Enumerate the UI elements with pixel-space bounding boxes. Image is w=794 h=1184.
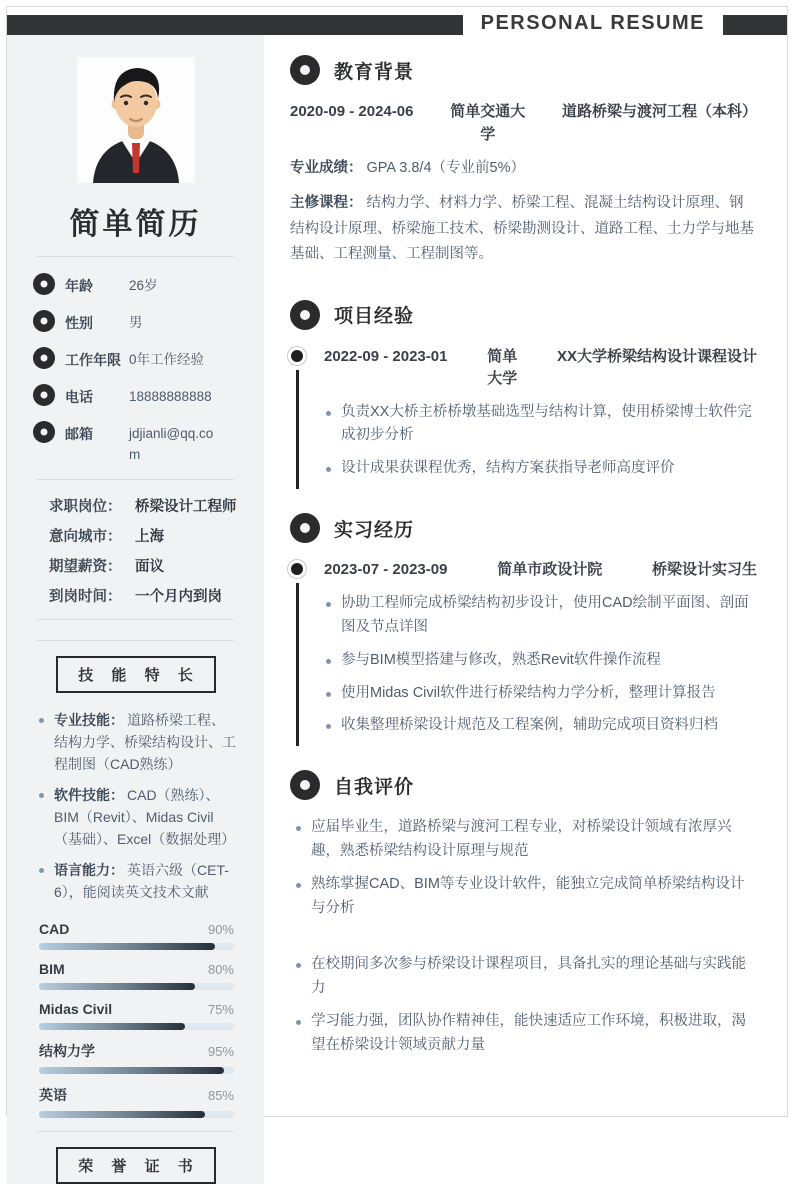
pref-row-city [49,525,264,546]
entry-date: 2022-09 - 2023-01 [324,347,448,365]
section-ring-icon [290,770,320,800]
skill-note-lead: 专业技能： [54,711,124,728]
project-entry-row [324,346,757,391]
divider [37,479,234,480]
pref-label: 求职岗位： [49,498,122,515]
main-content [264,35,787,1184]
skill-bar-percent: 80% [207,962,234,978]
skill-bar-percent: 90% [207,922,234,938]
pref-value: 面议 [135,558,164,575]
internship-bullet-list [324,592,757,739]
skill-bar-track [39,983,234,990]
section-header [290,55,757,85]
skill-bars [39,921,234,1118]
divider [37,256,234,257]
gpa-value: GPA 3.8/4（专业前5%） [366,160,525,176]
ring-bullet-icon [33,347,55,369]
section-ring-icon [290,513,320,543]
top-banner [7,7,787,35]
section-self-evaluation [290,770,757,1057]
skill-note [37,709,238,775]
pref-label: 到岗时间： [49,588,122,605]
entry-role: XX大学桥梁结构设计课程设计 [556,347,757,365]
section-title: 项目经验 [334,306,415,327]
section-ring-icon [290,300,320,330]
timeline-line [296,583,299,746]
skill-bar-fill [39,943,215,950]
info-row-age [33,273,264,297]
candidate-name: 简单简历 [69,208,202,241]
entry-date: 2023-07 - 2023-09 [324,561,448,579]
ring-bullet-icon [33,273,55,295]
entry-org: 简单市政设计院 [497,561,603,579]
ring-bullet-icon [33,310,55,332]
skill-bar-name: Midas Civil [39,1001,113,1018]
timeline-dot-icon [291,350,303,362]
timeline-entry [290,346,757,482]
skill-note-lead: 软件技能： [54,786,124,803]
bullet-item: 使用Midas Civil软件进行桥梁结构力学分析，整理计算报告 [324,682,757,706]
bullet-item: 参与BIM模型搭建与修改，熟悉Revit软件操作流程 [324,649,757,673]
job-preference-list [49,495,264,606]
skill-note [37,784,238,850]
courses-text: 结构力学、材料力学、桥梁工程、混凝土结构设计原理、钢结构设计原理、桥梁施工技术、桥梁勘测设计、道路工程、土力学与地基基础、工程测量、工程制图等。 [290,195,754,263]
entry-major: 道路桥梁与渡河工程（本科） [561,103,757,120]
bullet-item: 收集整理桥梁设计规范及工程案例，辅助完成项目资料归档 [324,714,757,738]
pref-row-availability [49,585,264,606]
page-frame [6,6,788,1176]
entry-role: 桥梁设计实习生 [651,561,757,579]
pref-label: 期望薪资： [49,558,122,575]
pref-row-salary [49,555,264,576]
divider [37,640,234,641]
info-label: 工作年限 [65,351,121,368]
bullet-item: 应届毕业生，道路桥梁与渡河工程专业，对桥梁设计领域有浓厚兴趣，熟悉桥梁结构设计原理与规范 [294,816,757,864]
pref-row-position [49,495,264,516]
education-entry-row [290,101,757,146]
skills-section-title: 技 能 特 长 [56,656,216,693]
skill-bar-bim [39,961,234,990]
info-row-email [33,421,264,466]
bullet-item: 熟练掌握CAD、BIM等专业设计软件，能独立完成简单桥梁结构设计与分析 [294,873,757,921]
skill-note-text: CAD（熟练）、BIM（Revit）、Midas Civil（基础）、Excel（数据处理） [54,786,236,848]
skill-bar-mechanics [39,1041,234,1074]
section-projects [290,300,757,482]
skill-bar-fill [39,1067,224,1074]
skill-note-text: 道路桥梁工程、结构力学、桥梁结构设计、工程制图（CAD熟练） [54,711,236,772]
timeline-line [296,370,299,490]
info-value: 0年工作经验 [129,351,205,367]
gpa-line [290,156,757,181]
honors-section-title: 荣 誉 证 书 [56,1147,216,1184]
project-bullet-list [324,401,757,482]
courses-line [290,191,757,267]
skill-bar-english [39,1085,234,1118]
skill-bar-track [39,1111,234,1118]
info-value: 男 [129,314,143,330]
info-row-phone [33,384,264,408]
section-education [290,55,757,268]
page-title: PERSONAL RESUME [463,7,723,40]
divider [37,619,234,620]
skill-note-lead: 语言能力： [54,862,124,879]
section-title: 自我评价 [334,776,415,798]
info-value: 26岁 [129,278,158,293]
pref-value: 上海 [135,528,164,545]
info-label: 邮箱 [65,425,93,442]
internship-entry-row [324,559,757,582]
entry-org: 简单大学 [487,347,518,387]
section-header [290,770,757,800]
skill-bar-cad [39,921,234,950]
info-value: 18888888888 [129,388,212,404]
skill-bar-percent: 75% [207,1002,234,1018]
pref-value: 一个月内到岗 [135,588,222,605]
bullet-item: 协助工程师完成桥梁结构初步设计，使用CAD绘制平面图、剖面图及节点详图 [324,592,757,640]
bullet-item: 负责XX大桥主桥桥墩基础选型与结构计算，使用桥梁博士软件完成初步分析 [324,401,757,449]
section-ring-icon [290,55,320,85]
section-header [290,300,757,330]
layout-columns [7,35,787,1184]
info-label: 电话 [65,388,93,405]
skill-bar-midas [39,1001,234,1030]
info-row-gender [33,310,264,334]
skill-notes-list [37,709,238,904]
courses-label: 主修课程： [290,195,363,212]
ring-bullet-icon [33,421,55,443]
skill-bar-fill [39,983,195,990]
entry-school: 简单交通大学 [450,103,526,143]
entry-date: 2020-09 - 2024-06 [290,103,414,120]
skill-bar-fill [39,1111,205,1118]
bullet-item: 在校期间多次参与桥梁设计课程项目，具备扎实的理论基础与实践能力 [294,953,757,1001]
divider [37,1131,234,1132]
info-value: jdjianli@qq.com [129,425,214,462]
sidebar [7,35,264,1184]
skill-bar-percent: 95% [207,1044,234,1060]
ring-bullet-icon [33,384,55,406]
info-label: 年龄 [65,278,93,294]
pref-value: 桥梁设计工程师 [135,498,237,515]
skill-bar-name: CAD [39,921,70,938]
skill-bar-name: BIM [39,961,65,978]
skill-bar-percent: 85% [207,1088,234,1104]
skill-note-text: 英语六级（CET-6），能阅读英文技术文献 [54,862,229,901]
timeline-entry [290,559,757,738]
bullet-item: 设计成果获课程优秀，结构方案获指导老师高度评价 [324,457,757,481]
skill-bar-track [39,943,234,950]
evaluation-bullet-list [294,816,757,1057]
timeline-dot-icon [291,563,303,575]
section-title: 教育背景 [334,61,415,83]
skill-bar-name: 结构力学 [39,1043,95,1060]
skill-bar-fill [39,1023,185,1030]
skill-bar-track [39,1023,234,1030]
section-internship [290,513,757,738]
gpa-label: 专业成绩： [290,160,363,176]
pref-label: 意向城市： [49,528,122,545]
info-label: 性别 [65,314,93,331]
skill-bar-name: 英语 [39,1087,67,1104]
avatar-illustration [77,57,195,183]
skill-note [37,859,238,903]
avatar [77,57,195,183]
skill-bar-track [39,1067,234,1074]
bullet-item: 学习能力强，团队协作精神佳，能快速适应工作环境，积极进取，渴望在桥梁设计领域贡献力量 [294,1010,757,1058]
section-title: 实习经历 [334,519,415,541]
basic-info-list [33,273,264,466]
info-row-experience [33,347,264,371]
section-header [290,513,757,543]
